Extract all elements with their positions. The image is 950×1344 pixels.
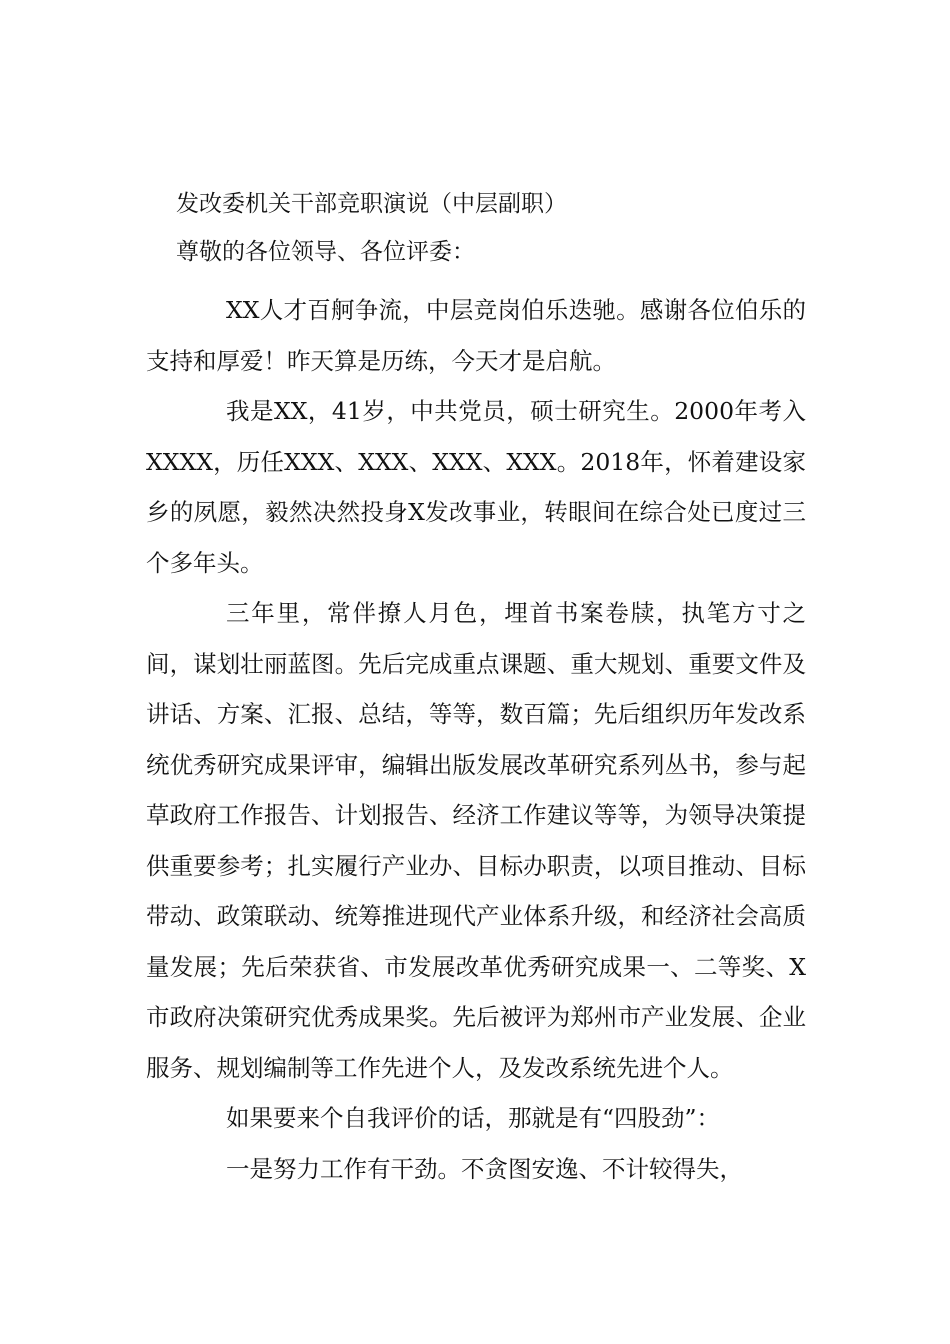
paragraph-opening: XX人才百舸争流，中层竞岗伯乐迭驰。感谢各位伯乐的支持和厚爱！昨天算是历练，今天才是启航。 xyxy=(146,296,806,375)
salutation: 尊敬的各位领导、各位评委： xyxy=(176,239,475,265)
paragraph-self-introduction: 我是XX，41岁，中共党员，硕士研究生。2000年考入XXXX，历任XXX、XXX、XXX、XXX。2018年，怀着建设家乡的夙愿，毅然决然投身X发改事业，转眼间在综合处已度过三个多年头。 xyxy=(146,397,806,577)
paragraph-point-one: 一是努力工作有干劲。不贪图安逸、不计较得失， xyxy=(226,1154,743,1183)
paragraph-self-evaluation: 如果要来个自我评价的话，那就是有“四股劲”： xyxy=(226,1104,721,1132)
paragraph-achievements: 三年里，常伴撩人月色，埋首书案卷牍，执笔方寸之间，谋划壮丽蓝图。先后完成重点课题、重大规划、重要文件及讲话、方案、汇报、总结，等等，数百篇；先后组织历年发改系统优秀研究成果评审，编辑出版发展改革研究系列丛书，参与起草政府工作报告、计划报告、经济工作建议等等，为领导决策提供重要参考；扎实履行产业办、目标办职责，以项目推动、目标带动、政策联动、统筹推进现代产业体系升级，和经济社会高质量发展；先后荣获省、市发展改革优秀研究成果一、二等奖、X市政府决策研究优秀成果奖。先后被评为郑州市产业发展、企业服务、规划编制等工作先进个人，及发改系统先进个人。 xyxy=(146,599,806,1082)
document-title: 发改委机关干部竞职演说（中层副职） xyxy=(176,191,567,217)
document-body xyxy=(146,180,806,1194)
